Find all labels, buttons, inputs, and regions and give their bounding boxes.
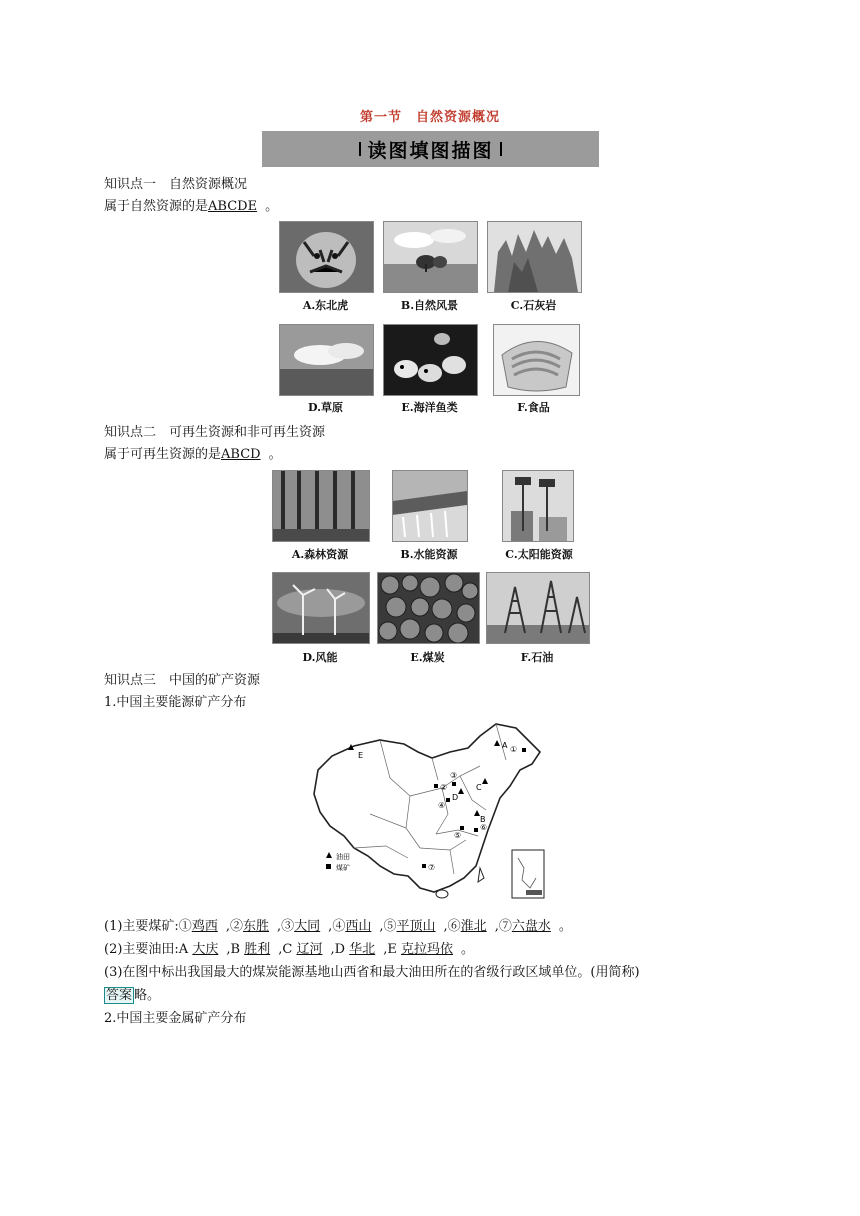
q1-answer: 鸡西 (191, 919, 218, 934)
wind-photo (272, 572, 370, 644)
svg-text:⑥: ⑥ (480, 823, 488, 832)
kp3-q1: (1)主要煤矿:①鸡西 ,②东胜 ,③大同 ,④西山 ,⑤平顶山 ,⑥淮北 ,⑦六盘水 。 (104, 919, 572, 934)
limestone-photo (487, 221, 582, 293)
kp2-caption-d: D.风能 (302, 651, 338, 664)
kp1-caption-e: E.海洋鱼类 (401, 401, 458, 414)
kp2-question: 属于可再生资源的是ABCD 。 (104, 447, 282, 462)
svg-text:①: ① (510, 745, 518, 754)
q1-answer: 大同 (294, 919, 321, 934)
svg-text:③: ③ (450, 771, 458, 780)
kp1-caption-b: B.自然风景 (400, 299, 459, 312)
q1-answer: 六盘水 (511, 919, 551, 934)
q2-answer: 辽河 (296, 942, 323, 957)
oil-photo (486, 572, 590, 644)
svg-text:B: B (480, 815, 486, 824)
kp3-sub2: 2.中国主要金属矿产分布 (104, 1011, 247, 1026)
svg-text:⑦: ⑦ (428, 863, 436, 872)
tiger-photo (279, 221, 374, 293)
q1-answer: 淮北 (460, 919, 487, 934)
kp2-caption-c: C.太阳能资源 (505, 548, 573, 561)
kp2-caption-f: F.石油 (520, 651, 554, 664)
kp3-q2: (2)主要油田:A 大庆 ,B 胜利 ,C 辽河 ,D 华北 ,E 克拉玛依 。 (104, 942, 474, 957)
oilfield-legend-icon (326, 852, 332, 858)
svg-text:油田: 油田 (336, 853, 350, 861)
kp2-heading: 知识点二 可再生资源和非可再生资源 (104, 425, 326, 440)
kp1-heading: 知识点一 自然资源概况 (104, 177, 248, 192)
forest-photo (272, 470, 370, 542)
q2-answer: 胜利 (244, 942, 271, 957)
hydropower-photo (392, 470, 468, 542)
kp1-answer: ABCDE (208, 199, 258, 214)
svg-text:C: C (476, 783, 482, 792)
q1-answer: 西山 (345, 919, 372, 934)
q1-answer: 平顶山 (396, 919, 436, 934)
food-photo (493, 324, 580, 396)
kp2-caption-b: B.水能资源 (400, 548, 458, 561)
kp1-caption-a: A.东北虎 (302, 299, 349, 312)
banner-text: 读图填图描图 (367, 139, 494, 162)
kp1-caption-d: D.草原 (308, 401, 343, 414)
q1-answer: 东胜 (242, 919, 269, 934)
kp3-answer-line (104, 987, 160, 1005)
kp3-heading: 知识点三 中国的矿产资源 (104, 673, 261, 688)
svg-text:E: E (358, 751, 364, 760)
page-title: 第一节 自然资源概况 (359, 110, 500, 125)
coal-legend-icon (326, 864, 331, 869)
svg-text:⑤: ⑤ (454, 831, 462, 840)
section-banner (262, 131, 599, 167)
kp3-sub1: 1.中国主要能源矿产分布 (104, 695, 247, 710)
answer-label: 答案 (106, 988, 133, 1003)
kp1-question: 属于自然资源的是ABCDE 。 (104, 199, 279, 214)
coal-photo (377, 572, 480, 644)
kp2-answer: ABCD (221, 447, 261, 462)
scenery-photo (383, 221, 478, 293)
q2-answer: 华北 (349, 942, 376, 957)
svg-text:D: D (452, 793, 459, 802)
kp2-caption-a: A.森林资源 (291, 548, 349, 561)
grassland-photo (279, 324, 374, 396)
q2-answer: 克拉玛依 (400, 942, 453, 957)
kp3-q3: (3)在图中标出我国最大的煤炭能源基地山西省和最大油田所在的省级行政区域单位。(用简称) (104, 965, 640, 980)
kp1-caption-c: C.石灰岩 (510, 299, 557, 312)
answer-text: 略。 (134, 988, 161, 1003)
svg-text:A: A (502, 741, 508, 750)
china-energy-map (310, 718, 550, 904)
svg-text:④: ④ (438, 801, 446, 810)
kp1-caption-f: F.食品 (517, 401, 550, 414)
fish-photo (383, 324, 478, 396)
svg-text:煤矿: 煤矿 (336, 864, 350, 872)
kp2-caption-e: E.煤炭 (410, 651, 445, 664)
q2-answer: 大庆 (192, 942, 219, 957)
svg-text:②: ② (440, 783, 448, 792)
solar-photo (502, 470, 574, 542)
